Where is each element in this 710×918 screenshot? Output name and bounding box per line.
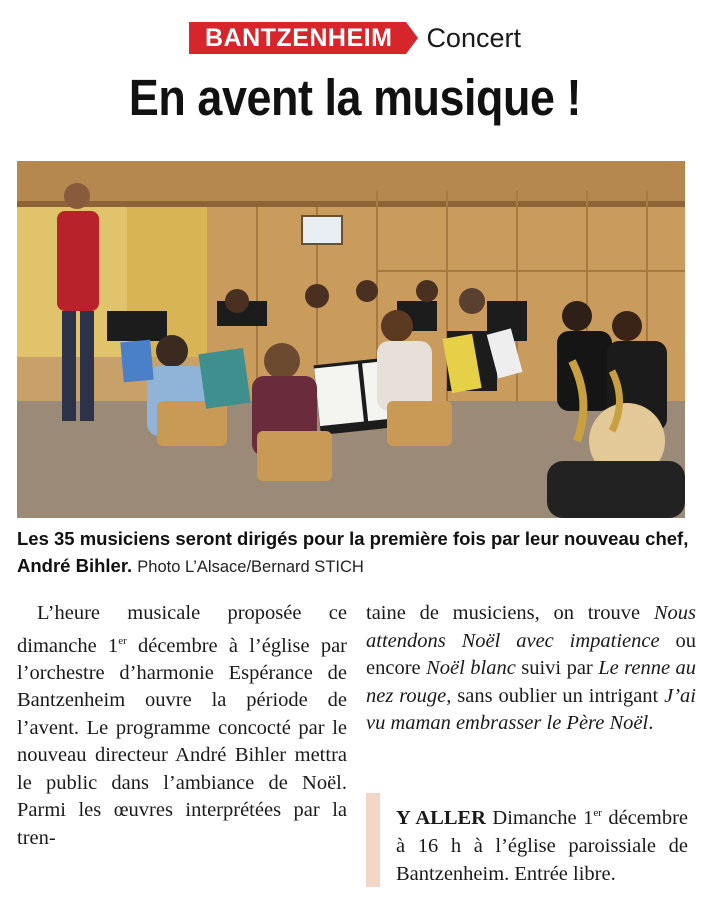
body-text: . (648, 712, 654, 734)
body-text: décembre à l’église par l’orchestre d’harmonie Espérance de Bantzenheim ouvre la période de l’avent. Le programme concocté par le nouveau directeur André Bihler mettra le public dans l’ambiance de Noël. Parmi les œuvres interprétées par la tren- (17, 634, 347, 849)
location-tag: BANTZENHEIM (189, 22, 406, 54)
article-paragraph (366, 600, 696, 738)
headline: En avent la musique ! (128, 69, 582, 126)
superscript: er (593, 807, 602, 819)
body-text: L’heure musicale proposée ce dimanche 1 (17, 602, 347, 657)
practical-info-box (366, 793, 688, 887)
song-title: J’ai vu maman embrasser le Père Noël (366, 684, 696, 734)
section-label: Concert (426, 22, 521, 53)
info-lead: Y ALLER (396, 806, 486, 829)
body-text: ou encore (366, 629, 697, 679)
song-title: Le renne au nez rouge (366, 657, 696, 707)
info-text: Dimanche 1 (485, 806, 594, 829)
article-photo (17, 161, 685, 518)
orchestra-rehearsal-photo (17, 161, 685, 518)
kicker (0, 22, 710, 54)
article-paragraph (17, 600, 347, 852)
photo-caption (17, 525, 693, 581)
article-column-1 (17, 600, 347, 852)
article-column-2 (366, 600, 696, 738)
body-text: , sans oublier un intrigant (446, 684, 665, 707)
body-text: taine de musiciens, on trouve (366, 602, 654, 624)
info-text: décembre à 16 h à l’église paroissiale de Bantzenheim. Entrée libre. (396, 806, 688, 885)
body-text: suivi par (515, 657, 599, 679)
song-title: Noël blanc (426, 657, 516, 679)
caption-text: Les 35 musiciens seront dirigés pour la première fois par leur nouveau chef, André Bihler. (17, 528, 689, 576)
song-title: Nous attendons Noël avec impatience (366, 602, 696, 652)
superscript: er (118, 634, 127, 647)
photo-credit: Photo L’Alsace/Bernard STICH (137, 558, 364, 576)
